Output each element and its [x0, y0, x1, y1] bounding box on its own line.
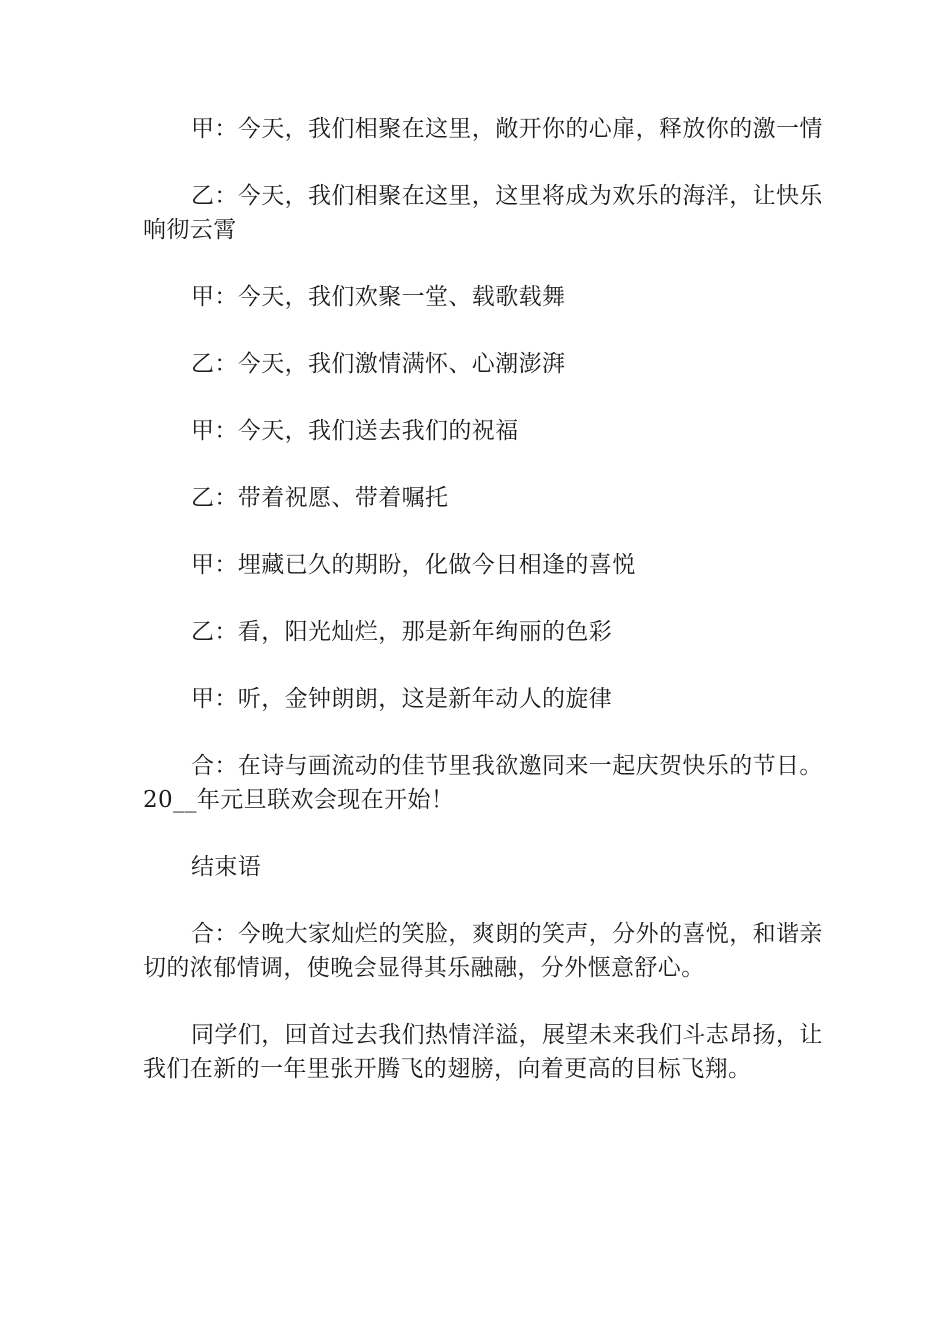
paragraph-4: 乙：今天，我们激情满怀、心潮澎湃: [191, 351, 566, 377]
paragraph-9: 甲：听，金钟朗朗，这是新年动人的旋律: [191, 686, 613, 712]
paragraph-13: 同学们，回首过去我们热情洋溢，展望未来我们斗志昂扬，让我们在新的一年里张开腾飞的翅膀，向着更高的目标飞翔。: [143, 1022, 823, 1082]
paragraph-5: 甲：今天，我们送去我们的祝福: [191, 418, 519, 444]
document-body: [143, 112, 823, 1086]
paragraph-6: 乙：带着祝愿、带着嘱托: [191, 485, 449, 511]
paragraph-7: 甲：埋藏已久的期盼，化做今日相逢的喜悦: [191, 552, 636, 578]
paragraph-1: 甲：今天，我们相聚在这里，敞开你的心扉，释放你的激一情: [191, 116, 823, 142]
paragraph-10: 合：在诗与画流动的佳节里我欲邀同来一起庆贺快乐的节日。20__年元旦联欢会现在开始！: [143, 753, 823, 813]
paragraph-8: 乙：看，阳光灿烂，那是新年绚丽的色彩: [191, 619, 613, 645]
section-heading-closing: 结束语: [191, 854, 262, 880]
paragraph-2: 乙：今天，我们相聚在这里，这里将成为欢乐的海洋，让快乐响彻云霄: [143, 183, 823, 243]
paragraph-3: 甲：今天，我们欢聚一堂、载歌载舞: [191, 284, 566, 310]
paragraph-12: 合：今晚大家灿烂的笑脸，爽朗的笑声，分外的喜悦，和谐亲切的浓郁情调，使晚会显得其乐融融，分外惬意舒心。: [143, 921, 823, 981]
